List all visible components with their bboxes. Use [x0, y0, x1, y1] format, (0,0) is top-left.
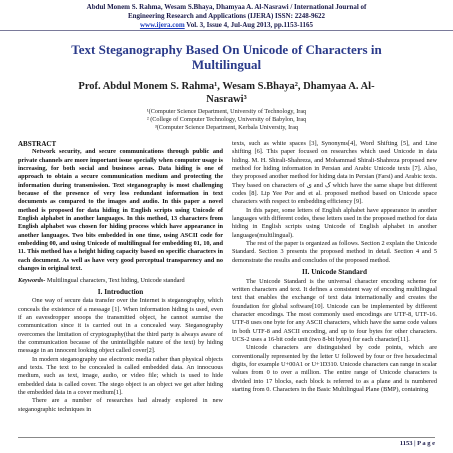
- keywords: [18, 277, 223, 285]
- intro-paragraph-3: There are a number of researches had already explored in new steganographic techniques in: [18, 397, 223, 413]
- header-volume-text: Vol. 3, Issue 4, Jul-Aug 2013, pp.1153-1165: [184, 21, 314, 29]
- abstract-heading: ABSTRACT: [18, 140, 57, 148]
- affiliation-1: ¹(Computer Science Department, University of Technology, Iraq: [146, 108, 307, 115]
- proposal-paragraph: In this paper, some letters of English alphabet have appearance in another languages with different codes, these letters used in the proposed method for data hiding in English scripts using Unicode of English alphabet in another languages(multilingual).: [232, 206, 437, 239]
- left-column: [18, 140, 223, 414]
- intro-paragraph-1: One way of secure data transfer over the Internet is steganography, which conceals the existence of a message [1]. When information hiding is used, even if an eavesdropper snoops the transmitted object, he cannot surmise the communication since it is carried out in a concealed way. Steganography overcomes the limitation of cryptography(that the third party is always aware of the communication because of the unintelligible nature of the text) by hiding message in an innocent looking object called cover[2].: [18, 297, 223, 355]
- introduction-heading: I. Introduction: [97, 287, 144, 296]
- paper-title-line-1: Text Steganography Based On Unicode of Characters in: [71, 42, 382, 57]
- affiliation-2: ² (College of Computer Technology, University of Babylon, Iraq: [146, 116, 307, 123]
- authors-line-2: Nasrawi³: [206, 94, 247, 105]
- affiliations: [0, 108, 453, 132]
- paper-title-line-2: Multilingual: [191, 57, 262, 72]
- keywords-label: Keywords-: [18, 276, 46, 284]
- right-column: [232, 140, 437, 394]
- organization-paragraph: The rest of the paper is organized as follows. Section 2 explain the Unicode Standard. Section 3 presents the proposed method in detail. Section 4 and 5 demonstrate the results and concludes of the proposed method.: [232, 240, 437, 264]
- paper-authors: [0, 80, 453, 106]
- related-work-paragraph: texts, such as white spaces [3], Synonyms[4], Word Shifting [5], and Line shifting [6]. This paper focused on researches which used Unicode in data hiding. M. H. Shirali-Shahreza, and Mohammad Shirali-Shahreza proposed new method for hiding information in Persian and Arabic Unicode texts [7]. Also, they proposed another method for hiding data in Persian (Farsi) and Arabic texts. They based on characters of ی and ک which have the same shape but different codes [8]. Lip Yee Por and et al. proposed method based on Unicode space characters with respect to embedding efficiency [9].: [232, 140, 437, 206]
- unicode-paragraph-1: The Unicode Standard is the universal character encoding scheme for written characters and text. It defines a consistent way of encoding multilingual text that enables the exchange of text data internationally and creates the foundation for global software[10]. Unicode can be implemented by different character encodings. The most commonly used encodings are UTF-8, UTF-16. UTF-8 uses one byte for any ASCII characters, which have the same code values in both UTF-8 and ASCII encoding, and up to four bytes for other characters. UCS-2 uses a 16-bit code unit (two 8-bit bytes) for each character[11].: [232, 277, 437, 343]
- abstract-text: Network security, and secure communications through public and private channels are more important issue specially when computer usage is increasing, for both social and business areas. Data hiding is one of approach to obtain a secure communication medium and protecting the information during transmission. Text steganography is most challenging because of the presence of very less redundant information in text documents as compared to the images and audio. In this paper a novel method is proposed for data hiding in English scripts using Unicode of English alphabet in another languages. In this method, 13 characters from English alphabet was chosen for hiding process which have appearance in another languages. Two bits embedded in one time, using ASCII code for embedding 00, and using Unicode of multilingual for embedding 01, 10, and 11. This method has a height hiding capacity based on specific characters in each document. As well as have very good perceptual transparency and no changes in original text.: [18, 148, 223, 273]
- header-journal-line: Engineering Research and Applications (IJERA) ISSN: 2248-9622: [127, 12, 326, 20]
- paper-title: [0, 42, 453, 72]
- journal-website-link[interactable]: www.ijera.com: [139, 21, 185, 29]
- page-number: 1153 | P a g e: [399, 440, 435, 447]
- affiliation-3: ³(Computer Science Department, Kerbala University, Iraq: [154, 124, 299, 131]
- keywords-text: Multilingual characters, Text hiding, Unicode standard: [45, 276, 185, 284]
- unicode-paragraph-2: Unicode characters are distinguished by code points, which are conventionally represented by the letter U followed by four or five hexadecimal digits, for example U+00A1 or U+1D310. Unicode characters can range in scalar values from 0 to over a million. The entire range of Unicode characters is divided into 17 blocks, each block is referred to as a plane and is numbered starting from 0. Characters in the Basic Multilingual Plane (BMP), containing: [232, 344, 437, 393]
- header-authors-line: Abdul Monem S. Rahma, Wesam S.Bhaya, Dhamyaa A. Al-Nasrawi / International Journal of: [86, 3, 367, 11]
- journal-header: [0, 0, 453, 31]
- intro-paragraph-2: In modern steganography use electronic media rather than physical objects and texts. The text to be concealed is called embedded data. An innocuous medium, such as text, image, audio, or video file; which is used to hide embedded data is called cover. The stego object is an object we get after hiding the embedded data in a cover medium[1].: [18, 355, 223, 396]
- footer-divider: [18, 437, 435, 438]
- unicode-standard-heading: II. Unicode Standard: [302, 268, 367, 277]
- authors-line-1: Prof. Abdul Monem S. Rahma¹, Wesam S.Bhaya², Dhamyaa A. Al-: [78, 81, 375, 92]
- header-volume-line: [0, 21, 453, 29]
